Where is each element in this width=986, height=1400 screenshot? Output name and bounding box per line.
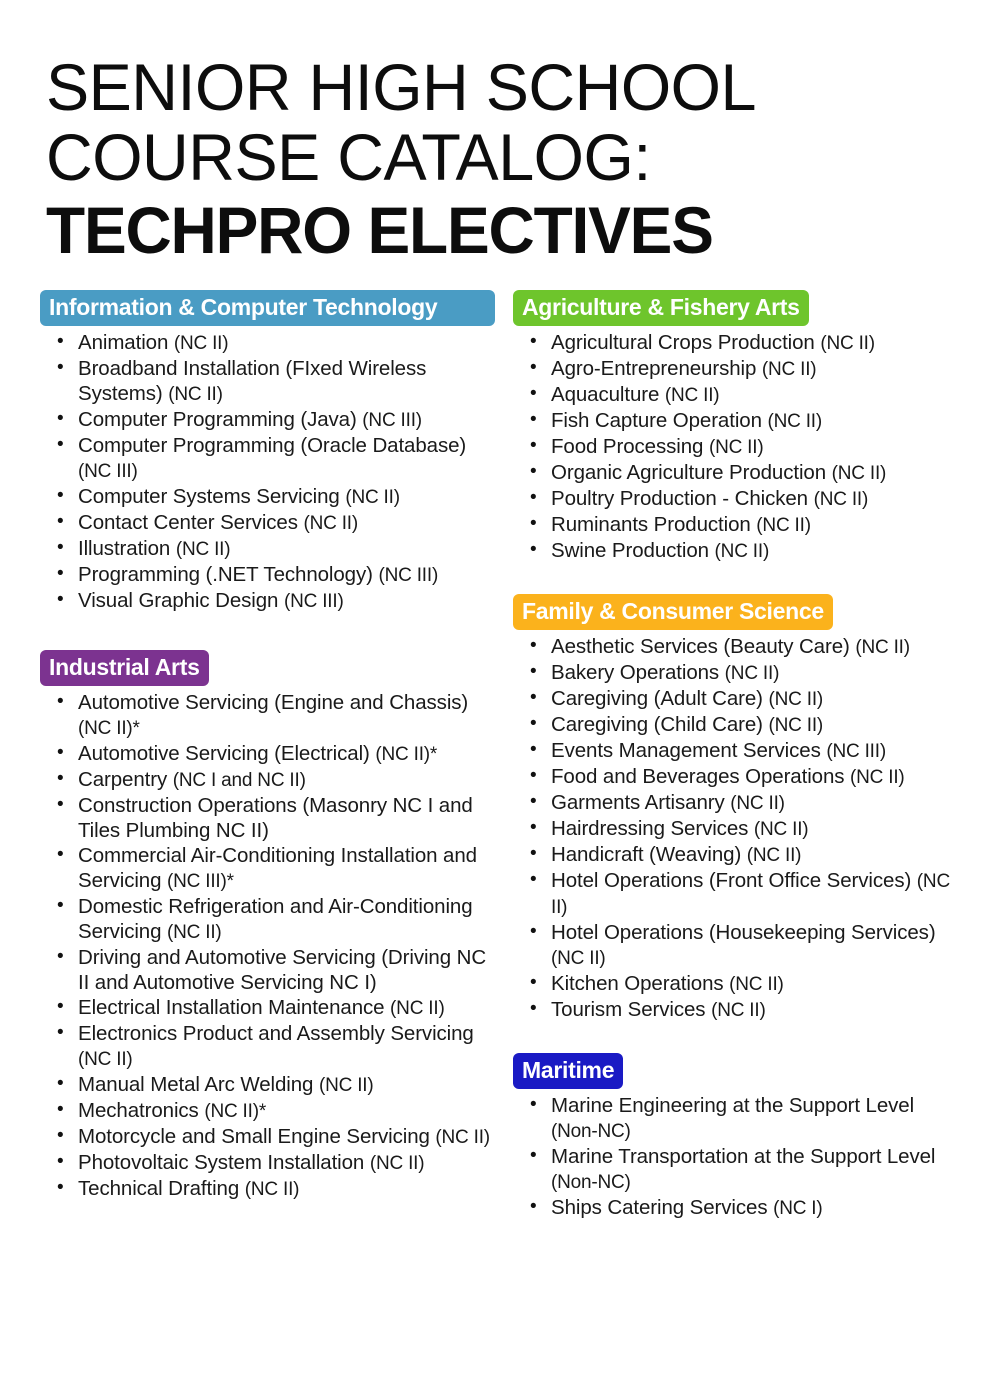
course-item: • Visual Graphic Design (NC III) (40, 588, 500, 614)
course-item: • Computer Programming (Java) (NC III) (40, 407, 500, 433)
course-item: • Photovoltaic System Installation (NC II) (40, 1150, 500, 1176)
course-item: • Marine Engineering at the Support Level (Non-NC) (513, 1093, 953, 1144)
course-list-family-consumer-science (513, 634, 953, 1023)
course-item: • Technical Drafting (NC II) (40, 1176, 500, 1202)
course-item: • Swine Production (NC II) (513, 538, 953, 564)
course-item: • Aesthetic Services (Beauty Care) (NC II) (513, 634, 953, 660)
course-item: • Illustration (NC II) (40, 536, 500, 562)
course-item: • Commercial Air-Conditioning Installation and Servicing (NC III)* (40, 843, 500, 894)
course-item: • Agricultural Crops Production (NC II) (513, 330, 953, 356)
page-title (46, 52, 916, 268)
course-item: • Automotive Servicing (Electrical) (NC II)* (40, 741, 500, 767)
course-item: • Handicraft (Weaving) (NC II) (513, 842, 953, 868)
course-item: • Fish Capture Operation (NC II) (513, 408, 953, 434)
course-item: • Kitchen Operations (NC II) (513, 971, 953, 997)
course-item: • Hotel Operations (Front Office Services) (NC II) (513, 868, 953, 920)
section-heading-agriculture: Agriculture & Fishery Arts (513, 290, 809, 326)
course-item: • Electronics Product and Assembly Servicing (NC II) (40, 1021, 500, 1072)
course-item: • Marine Transportation at the Support Level (Non-NC) (513, 1144, 953, 1195)
course-item: • Ruminants Production (NC II) (513, 512, 953, 538)
section-heading-ict: Information & Computer Technology (40, 290, 495, 326)
spacer (40, 614, 500, 650)
spacer (513, 1023, 953, 1053)
spacer (513, 564, 953, 594)
section-heading-maritime: Maritime (513, 1053, 623, 1089)
course-item: • Electrical Installation Maintenance (NC II) (40, 995, 500, 1021)
course-list-maritime (513, 1093, 953, 1221)
left-column (40, 290, 500, 1202)
course-item: • Manual Metal Arc Welding (NC II) (40, 1072, 500, 1098)
section-heading-family-consumer-science: Family & Consumer Science (513, 594, 833, 630)
course-item: • Contact Center Services (NC II) (40, 510, 500, 536)
course-item: • Agro-Entrepreneurship (NC II) (513, 356, 953, 382)
course-item: • Driving and Automotive Servicing (Driving NC II and Automotive Servicing NC I) (40, 945, 500, 995)
course-item: • Tourism Services (NC II) (513, 997, 953, 1023)
course-item: • Computer Programming (Oracle Database) (NC III) (40, 433, 500, 484)
course-item: • Organic Agriculture Production (NC II) (513, 460, 953, 486)
course-list-industrial-arts (40, 690, 500, 1202)
title-line-2: COURSE CATALOG: (46, 120, 651, 194)
course-item: • Food and Beverages Operations (NC II) (513, 764, 953, 790)
section-family-consumer-science (513, 594, 953, 1023)
course-item: • Ships Catering Services (NC I) (513, 1195, 953, 1221)
course-item: • Domestic Refrigeration and Air-Conditioning Servicing (NC II) (40, 894, 500, 945)
section-agriculture (513, 290, 953, 564)
course-list-ict (40, 330, 500, 614)
section-heading-industrial-arts: Industrial Arts (40, 650, 209, 686)
course-item: • Events Management Services (NC III) (513, 738, 953, 764)
course-item: • Mechatronics (NC II)* (40, 1098, 500, 1124)
course-item: • Poultry Production - Chicken (NC II) (513, 486, 953, 512)
course-item: • Computer Systems Servicing (NC II) (40, 484, 500, 510)
section-ict (40, 290, 500, 614)
course-item: • Broadband Installation (FIxed Wireless Systems) (NC II) (40, 356, 500, 407)
course-item: • Caregiving (Adult Care) (NC II) (513, 686, 953, 712)
course-item: • Aquaculture (NC II) (513, 382, 953, 408)
course-item: • Food Processing (NC II) (513, 434, 953, 460)
section-industrial-arts (40, 650, 500, 1202)
title-line-3: TECHPRO ELECTIVES (46, 193, 713, 267)
course-item: • Hairdressing Services (NC II) (513, 816, 953, 842)
course-item: • Carpentry (NC I and NC II) (40, 767, 500, 793)
course-item: • Bakery Operations (NC II) (513, 660, 953, 686)
course-item: • Caregiving (Child Care) (NC II) (513, 712, 953, 738)
course-item: • Motorcycle and Small Engine Servicing (NC II) (40, 1124, 500, 1150)
course-item: • Construction Operations (Masonry NC I and Tiles Plumbing NC II) (40, 793, 500, 843)
course-item: • Hotel Operations (Housekeeping Services) (NC II) (513, 920, 953, 971)
section-maritime (513, 1053, 953, 1221)
course-item: • Garments Artisanry (NC II) (513, 790, 953, 816)
course-list-agriculture (513, 330, 953, 564)
course-item: • Animation (NC II) (40, 330, 500, 356)
course-item: • Programming (.NET Technology) (NC III) (40, 562, 500, 588)
right-column (513, 290, 953, 1221)
title-line-1: SENIOR HIGH SCHOOL (46, 50, 756, 124)
course-item: • Automotive Servicing (Engine and Chassis) (NC II)* (40, 690, 500, 741)
